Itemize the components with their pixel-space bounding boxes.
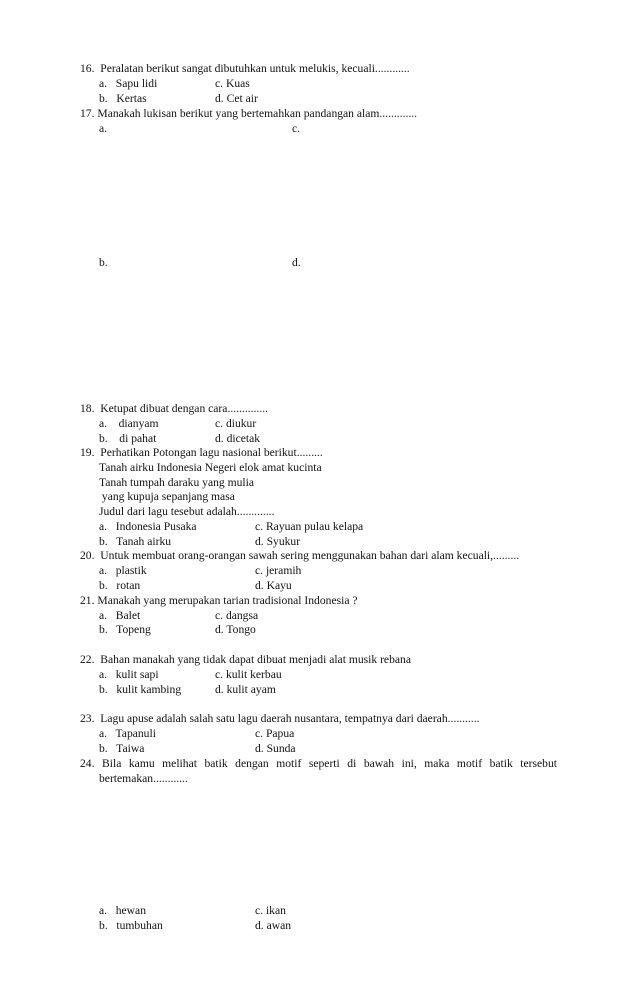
q24-stem-line: bertemakan............ [99,772,188,785]
q23-option-b: b. Taiwa [99,742,145,755]
q16-option-a: a. Sapu lidi [99,77,158,90]
q22-option-b: b. kulit kambing [99,683,182,696]
q20-option-a: a. plastik [99,564,147,577]
q21-option-b: b. Topeng [99,623,151,636]
q18-option-d: d. dicetak [215,432,261,445]
q20-option-c: c. jeramih [255,564,302,577]
q19-option-c: c. Rayuan pulau kelapa [255,520,364,533]
q19-stem: 19. Perhatikan Potongan lagu nasional berikut......... [80,446,323,459]
q20-option-b: b. rotan [99,579,141,592]
q19-option-a: a. Indonesia Pusaka [99,520,197,533]
q23-stem: 23. Lagu apuse adalah salah satu lagu daerah nusantara, tempatnya dari daerah........... [80,712,480,725]
q21-stem: 21. Manakah yang merupakan tarian tradisional Indonesia ? [80,594,358,607]
q20-stem: 20. Untuk membuat orang-orangan sawah sering menggunakan bahan dari alam kecuali,......... [80,549,520,562]
q16-option-d: d. Cet air [215,92,258,105]
q21-option-d: d. Tongo [215,623,256,636]
q24-option-a: a. hewan [99,904,146,917]
q18-option-b: b. di pahat [99,432,157,445]
q22-stem: 22. Bahan manakah yang tidak dapat dibuat menjadi alat musik rebana [80,653,411,666]
q18-stem: 18. Ketupat dibuat dengan cara.............. [80,402,269,415]
q24-option-d: d. awan [255,919,292,932]
q22-option-a: a. kulit sapi [99,668,159,681]
q22-option-d: d. kulit ayam [215,683,276,696]
q19-lyric-line: Tanah tumpah daraku yang mulia [99,476,255,489]
q17-option-a: a. [99,122,108,135]
q17-option-b: b. [99,256,108,269]
q17-option-d: d. [292,256,301,269]
q21-option-a: a. Balet [99,609,141,622]
q24-option-b: b. tumbuhan [99,919,163,932]
q21-option-c: c. dangsa [215,609,259,622]
q16-option-b: b. Kertas [99,92,147,105]
q19-option-b: b. Tanah airku [99,535,172,548]
q16-option-c: c. Kuas [215,77,250,90]
q18-option-c: c. diukur [215,417,257,430]
q18-option-a: a. dianyam [99,417,159,430]
q19-option-d: d. Syukur [255,535,301,548]
q23-option-d: d. Sunda [255,742,296,755]
q24-option-c: c. ikan [255,904,286,917]
q22-option-c: c. kulit kerbau [215,668,282,681]
q19-prompt: Judul dari lagu tesebut adalah............. [99,505,275,518]
q24-stem-line: 24. Bila kamu melihat batik dengan motif seperti di bawah ini, maka motif batik tersebut [80,757,557,770]
q20-option-d: d. Kayu [255,579,292,592]
q17-stem: 17. Manakah lukisan berikut yang bertemahkan pandangan alam............. [80,107,418,120]
q19-lyric-line: yang kupuja sepanjang masa [99,490,235,503]
q23-option-a: a. Tapanuli [99,727,156,740]
q17-option-c: c. [292,122,301,135]
q19-lyric-line: Tanah airku Indonesia Negeri elok amat kucinta [99,461,322,474]
q16-stem: 16. Peralatan berikut sangat dibutuhkan untuk melukis, kecuali............ [80,62,410,75]
q23-option-c: c. Papua [255,727,295,740]
